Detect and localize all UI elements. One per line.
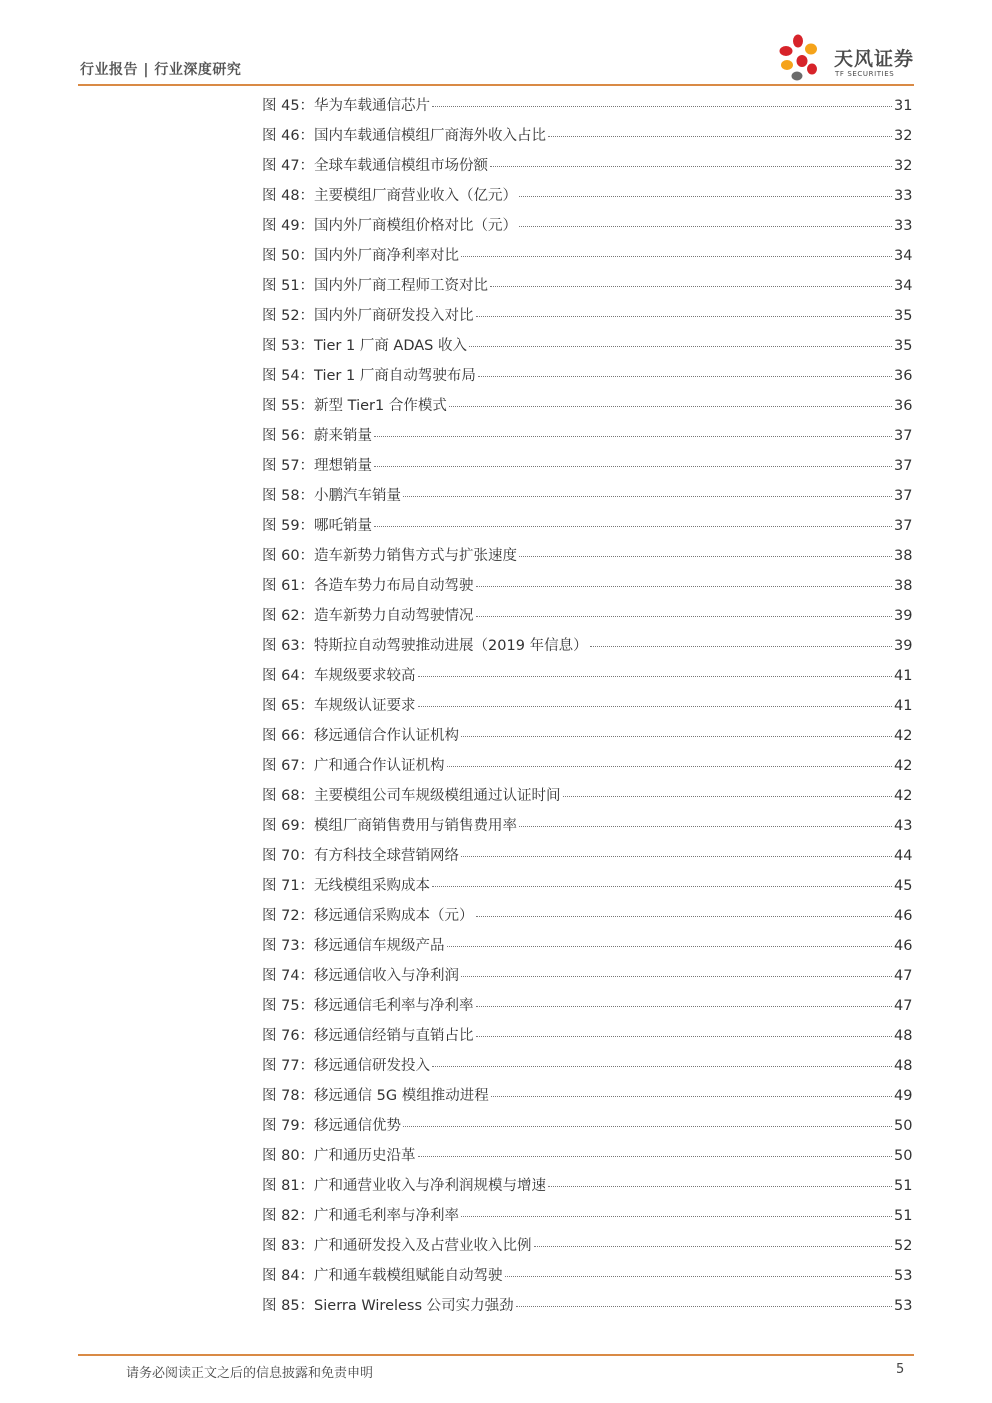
toc-entry-label: 图 81：广和通营业收入与净利润规模与增速 — [262, 1178, 547, 1194]
toc-entry[interactable] — [262, 481, 912, 511]
toc-dot-leader — [447, 946, 892, 947]
toc-dot-leader — [476, 316, 892, 317]
toc-entry[interactable] — [262, 931, 912, 961]
toc-entry[interactable] — [262, 1291, 912, 1321]
toc-dot-leader — [548, 136, 892, 137]
toc-dot-leader — [563, 796, 892, 797]
toc-entry[interactable] — [262, 721, 912, 751]
toc-dot-leader — [476, 1006, 892, 1007]
toc-entry[interactable] — [262, 511, 912, 541]
toc-dot-leader — [461, 256, 892, 257]
toc-dot-leader — [476, 616, 892, 617]
toc-entry-label: 图 45：华为车载通信芯片 — [262, 98, 431, 114]
toc-entry-page: 34 — [894, 248, 913, 264]
toc-entry-page: 32 — [894, 128, 913, 144]
toc-entry[interactable] — [262, 901, 912, 931]
toc-dot-leader — [374, 436, 892, 437]
toc-dot-leader — [461, 736, 892, 737]
toc-entry[interactable] — [262, 1261, 912, 1291]
toc-entry-label: 图 69：模组厂商销售费用与销售费用率 — [262, 818, 518, 834]
toc-entry[interactable] — [262, 151, 912, 181]
toc-entry[interactable] — [262, 1021, 912, 1051]
logo-name-en: TF SECURITIES — [835, 70, 895, 78]
toc-entry[interactable] — [262, 961, 912, 991]
toc-entry[interactable] — [262, 1201, 912, 1231]
toc-entry-label: 图 59：哪吒销量 — [262, 518, 373, 534]
toc-entry-page: 42 — [894, 728, 913, 744]
toc-dot-leader — [516, 1306, 892, 1307]
toc-entry[interactable] — [262, 811, 912, 841]
toc-entry[interactable] — [262, 211, 912, 241]
toc-entry-page: 52 — [894, 1238, 913, 1254]
toc-dot-leader — [590, 646, 892, 647]
footer-page-number: 5 — [896, 1362, 905, 1377]
toc-entry-label: 图 77：移远通信研发投入 — [262, 1058, 431, 1074]
toc-entry[interactable] — [262, 241, 912, 271]
toc-dot-leader — [534, 1246, 892, 1247]
toc-entry-page: 46 — [894, 908, 913, 924]
toc-entry-label: 图 46：国内车载通信模组厂商海外收入占比 — [262, 128, 547, 144]
toc-entry-page: 51 — [894, 1178, 913, 1194]
toc-entry-label: 图 53：Tier 1 厂商 ADAS 收入 — [262, 338, 467, 354]
toc-dot-leader — [491, 1096, 892, 1097]
toc-dot-leader — [403, 1126, 892, 1127]
toc-dot-leader — [374, 526, 892, 527]
footer-disclaimer: 请务必阅读正文之后的信息披露和免责申明 — [126, 1366, 374, 1381]
toc-entry-page: 31 — [894, 98, 913, 114]
toc-dot-leader — [478, 376, 892, 377]
toc-entry-page: 51 — [894, 1208, 913, 1224]
toc-entry-label: 图 82：广和通毛利率与净利率 — [262, 1208, 460, 1224]
toc-entry-page: 42 — [894, 788, 913, 804]
toc-entry-page: 44 — [894, 848, 913, 864]
toc-entry-label: 图 67：广和通合作认证机构 — [262, 758, 445, 774]
toc-entry[interactable] — [262, 571, 912, 601]
toc-entry-page: 41 — [894, 698, 913, 714]
toc-entry[interactable] — [262, 691, 912, 721]
toc-entry[interactable] — [262, 451, 912, 481]
toc-entry-page: 36 — [894, 368, 913, 384]
toc-entry-label: 图 73：移远通信车规级产品 — [262, 938, 445, 954]
toc-entry-page: 37 — [894, 458, 913, 474]
toc-entry-page: 49 — [894, 1088, 913, 1104]
toc-entry[interactable] — [262, 1141, 912, 1171]
report-header-title: 行业报告 | 行业深度研究 — [80, 62, 242, 78]
toc-entry-label: 图 62：造车新势力自动驾驶情况 — [262, 608, 474, 624]
toc-entry-page: 53 — [894, 1298, 913, 1314]
toc-dot-leader — [476, 1036, 892, 1037]
toc-entry[interactable] — [262, 541, 912, 571]
toc-entry-label: 图 54：Tier 1 厂商自动驾驶布局 — [262, 368, 476, 384]
toc-entry[interactable] — [262, 991, 912, 1021]
toc-dot-leader — [461, 976, 892, 977]
toc-entry-label: 图 75：移远通信毛利率与净利率 — [262, 998, 474, 1014]
toc-entry-page: 48 — [894, 1028, 913, 1044]
toc-entry-page: 42 — [894, 758, 913, 774]
toc-dot-leader — [519, 826, 892, 827]
toc-entry-label: 图 57：理想销量 — [262, 458, 373, 474]
toc-entry-label: 图 79：移远通信优势 — [262, 1118, 402, 1134]
toc-entry-page: 32 — [894, 158, 913, 174]
header-divider — [78, 84, 914, 86]
toc-entry-label: 图 47：全球车载通信模组市场份额 — [262, 158, 489, 174]
toc-dot-leader — [432, 886, 892, 887]
toc-entry-page: 50 — [894, 1118, 913, 1134]
toc-entry[interactable] — [262, 841, 912, 871]
toc-dot-leader — [476, 916, 892, 917]
toc-dot-leader — [418, 1156, 892, 1157]
toc-entry[interactable] — [262, 121, 912, 151]
toc-entry[interactable] — [262, 1111, 912, 1141]
toc-entry[interactable] — [262, 601, 912, 631]
toc-entry-page: 39 — [894, 608, 913, 624]
toc-entry[interactable] — [262, 1051, 912, 1081]
toc-entry-page: 37 — [894, 428, 913, 444]
toc-entry[interactable] — [262, 661, 912, 691]
toc-entry-label: 图 74：移远通信收入与净利润 — [262, 968, 460, 984]
toc-dot-leader — [461, 1216, 892, 1217]
toc-dot-leader — [548, 1186, 892, 1187]
toc-entry-label: 图 49：国内外厂商模组价格对比（元） — [262, 218, 518, 234]
toc-entry[interactable] — [262, 1171, 912, 1201]
toc-dot-leader — [374, 466, 892, 467]
toc-entry-page: 35 — [894, 308, 913, 324]
toc-entry-label: 图 48：主要模组厂商营业收入（亿元） — [262, 188, 518, 204]
toc-entry-label: 图 63：特斯拉自动驾驶推动进展（2019 年信息） — [262, 638, 588, 654]
toc-dot-leader — [490, 286, 892, 287]
toc-entry[interactable] — [262, 781, 912, 811]
toc-entry[interactable] — [262, 361, 912, 391]
toc-dot-leader — [418, 706, 892, 707]
toc-entry-label: 图 76：移远通信经销与直销占比 — [262, 1028, 474, 1044]
toc-entry-page: 41 — [894, 668, 913, 684]
toc-entry-page: 43 — [894, 818, 913, 834]
toc-dot-leader — [469, 346, 892, 347]
toc-dot-leader — [476, 586, 892, 587]
toc-entry-page: 34 — [894, 278, 913, 294]
toc-entry-page: 47 — [894, 998, 913, 1014]
toc-entry[interactable] — [262, 181, 912, 211]
toc-entry-page: 45 — [894, 878, 913, 894]
toc-entry-page: 33 — [894, 218, 913, 234]
toc-entry-page: 38 — [894, 548, 913, 564]
toc-entry-label: 图 78：移远通信 5G 模组推动进程 — [262, 1088, 489, 1104]
figure-index-list — [262, 91, 912, 1321]
toc-entry-label: 图 55：新型 Tier1 合作模式 — [262, 398, 447, 414]
toc-entry-label: 图 66：移远通信合作认证机构 — [262, 728, 460, 744]
toc-entry-page: 50 — [894, 1148, 913, 1164]
toc-entry-label: 图 83：广和通研发投入及占营业收入比例 — [262, 1238, 532, 1254]
toc-entry-label: 图 56：蔚来销量 — [262, 428, 373, 444]
toc-entry-label: 图 71：无线模组采购成本 — [262, 878, 431, 894]
toc-dot-leader — [461, 856, 892, 857]
logo-name-cn: 天风证券 — [834, 48, 915, 70]
toc-entry[interactable] — [262, 751, 912, 781]
toc-entry-label: 图 50：国内外厂商净利率对比 — [262, 248, 460, 264]
toc-entry-label: 图 52：国内外厂商研发投入对比 — [262, 308, 474, 324]
toc-entry-page: 33 — [894, 188, 913, 204]
toc-entry-label: 图 65：车规级认证要求 — [262, 698, 416, 714]
toc-entry-label: 图 61：各造车势力布局自动驾驶 — [262, 578, 474, 594]
toc-entry[interactable] — [262, 91, 912, 121]
toc-dot-leader — [432, 106, 892, 107]
toc-entry-label: 图 64：车规级要求较高 — [262, 668, 416, 684]
toc-entry-label: 图 58：小鹏汽车销量 — [262, 488, 402, 504]
toc-entry-label: 图 84：广和通车载模组赋能自动驾驶 — [262, 1268, 503, 1284]
toc-entry-page: 39 — [894, 638, 913, 654]
toc-dot-leader — [418, 676, 892, 677]
toc-entry[interactable] — [262, 421, 912, 451]
toc-dot-leader — [490, 166, 892, 167]
logo-flower-icon — [776, 32, 828, 84]
toc-entry-page: 37 — [894, 488, 913, 504]
toc-dot-leader — [519, 226, 892, 227]
toc-dot-leader — [519, 556, 892, 557]
toc-entry[interactable] — [262, 301, 912, 331]
toc-entry-label: 图 68：主要模组公司车规级模组通过认证时间 — [262, 788, 561, 804]
footer-divider — [78, 1354, 914, 1356]
toc-entry-page: 46 — [894, 938, 913, 954]
toc-entry-page: 53 — [894, 1268, 913, 1284]
toc-dot-leader — [432, 1066, 892, 1067]
toc-entry[interactable] — [262, 1081, 912, 1111]
toc-entry[interactable] — [262, 631, 912, 661]
toc-entry[interactable] — [262, 391, 912, 421]
toc-dot-leader — [447, 766, 892, 767]
toc-dot-leader — [449, 406, 892, 407]
toc-dot-leader — [505, 1276, 892, 1277]
toc-entry-label: 图 51：国内外厂商工程师工资对比 — [262, 278, 489, 294]
toc-entry-page: 37 — [894, 518, 913, 534]
toc-entry-page: 47 — [894, 968, 913, 984]
toc-entry-label: 图 72：移远通信采购成本（元） — [262, 908, 474, 924]
toc-dot-leader — [519, 196, 892, 197]
toc-entry[interactable] — [262, 871, 912, 901]
toc-entry-label: 图 60：造车新势力销售方式与扩张速度 — [262, 548, 518, 564]
toc-entry[interactable] — [262, 1231, 912, 1261]
toc-entry-label: 图 80：广和通历史沿革 — [262, 1148, 416, 1164]
company-logo — [776, 32, 926, 84]
toc-entry-label: 图 70：有方科技全球营销网络 — [262, 848, 460, 864]
toc-entry-page: 35 — [894, 338, 913, 354]
toc-entry-label: 图 85：Sierra Wireless 公司实力强劲 — [262, 1298, 514, 1314]
toc-entry[interactable] — [262, 271, 912, 301]
toc-entry-page: 48 — [894, 1058, 913, 1074]
toc-entry-page: 36 — [894, 398, 913, 414]
toc-entry-page: 38 — [894, 578, 913, 594]
toc-entry[interactable] — [262, 331, 912, 361]
toc-dot-leader — [403, 496, 892, 497]
